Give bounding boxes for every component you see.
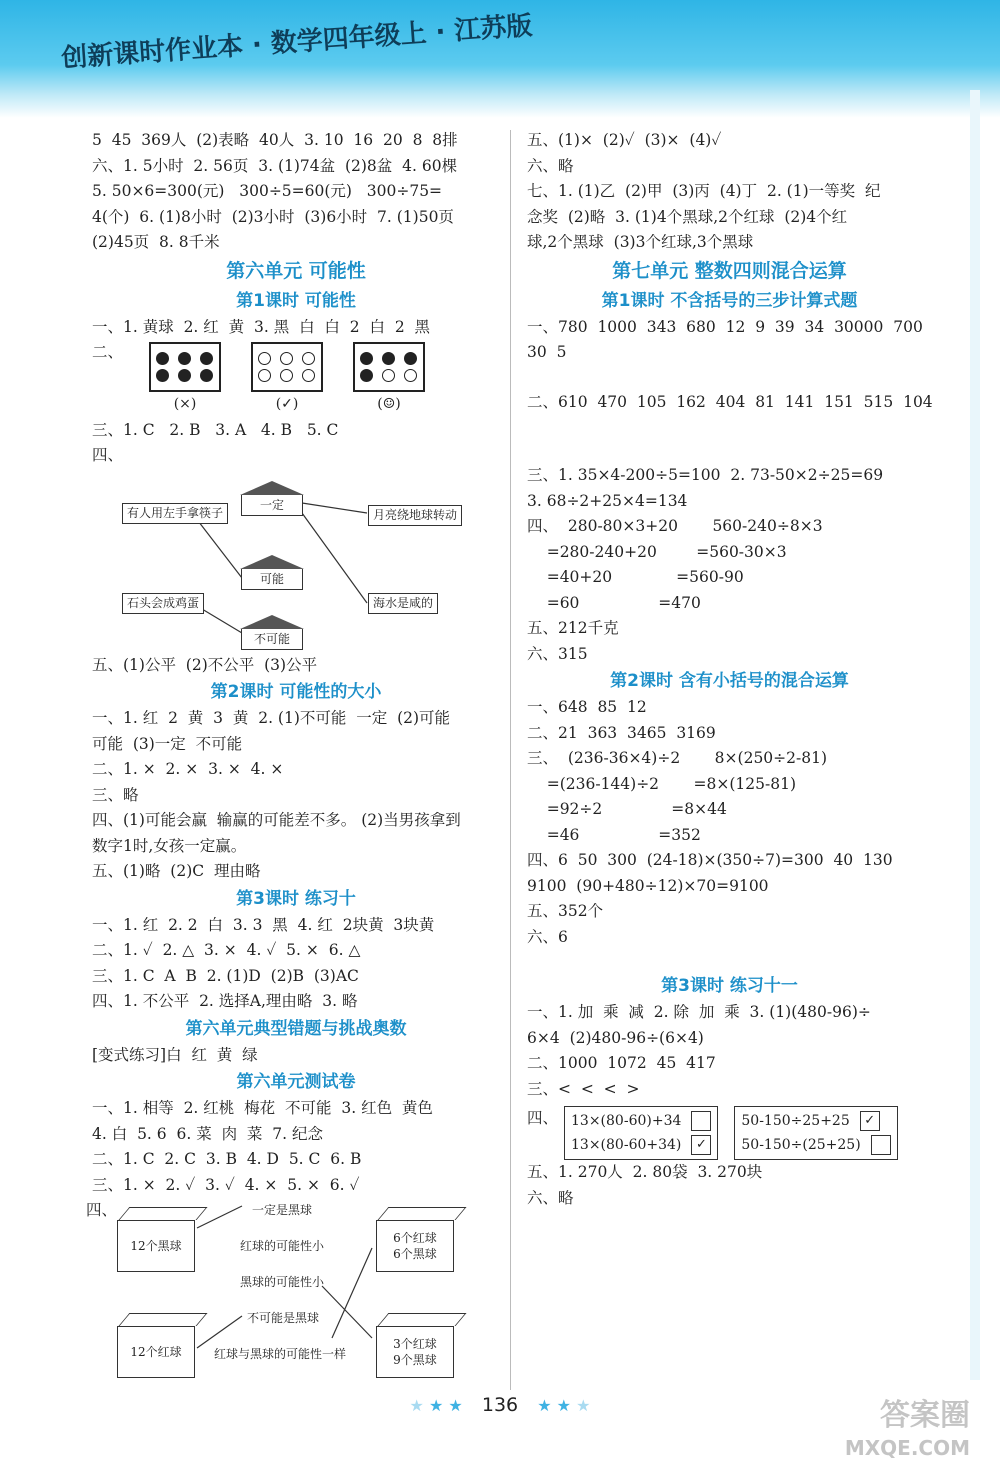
matching-figure	[92, 473, 500, 653]
card-mark: (✓)	[275, 396, 299, 412]
dot-card	[149, 342, 221, 418]
lesson-title: 第2课时 可能性的大小	[210, 682, 382, 702]
spacer	[527, 950, 932, 972]
page-number: 136	[481, 1394, 519, 1416]
comparison-box	[734, 1106, 897, 1160]
answer-line: [变式练习]白 红 黄 绿	[92, 1045, 258, 1064]
answer-line: 四、(1)可能会赢 输赢的可能差不多。 (2)当男孩拿到	[92, 811, 461, 829]
answer-line: 二、21 363 3465 3169	[527, 723, 716, 742]
answer-line: 六、略	[527, 156, 574, 175]
answer-line: 六、略	[527, 1188, 574, 1207]
star-icon: ★	[556, 1396, 571, 1415]
lesson-title: 第3课时 练习十	[236, 888, 356, 909]
event-label: 石头会成鸡蛋	[122, 593, 204, 614]
answer-line: 一、1. 红 2 黄 3 黄 2. (1)不可能 一定 (2)可能	[92, 709, 451, 727]
star-icon: ★	[576, 1396, 591, 1415]
answer-line: 五、212千克	[527, 619, 619, 637]
page-edge	[970, 90, 980, 1380]
answer-line: 二、1. ✓ 2. △ 3. × 4. ✓ 5. × 6. △	[92, 941, 361, 959]
possibility-phrase: 红球的可能性小	[240, 1239, 325, 1253]
answer-line: 五、(1)公平 (2)不公平 (3)公平	[92, 655, 318, 674]
answer-line: 二、1000 1072 45 417	[527, 1054, 716, 1072]
section-title: 第六单元测试卷	[236, 1072, 356, 1092]
answer-line: 4(个) 6. (1)8小时 (2)3小时 (3)6小时 7. (1)50页	[92, 207, 454, 226]
lesson-title: 第1课时 可能性	[236, 290, 356, 311]
dot-card	[251, 342, 323, 418]
answer-line: =46 =352	[527, 825, 701, 844]
section-title: 第六单元典型错题与挑战奥数	[185, 1018, 407, 1039]
answer-line: 念奖 (2)略 3. (1)4个黑球,2个红球 (2)4个红	[527, 207, 848, 226]
answer-line: =(236-144)÷2 =8×(125-81)	[527, 774, 797, 793]
answer-line: 二、610 470 105 162 404 81 141 151 515 104	[527, 392, 933, 411]
answer-line: 一、1. 红 2. 2 白 3. 3 黑 4. 红 2块黄 3块黄	[92, 915, 435, 934]
card-mark: (☺)	[377, 396, 401, 412]
answer-line: 三、1. × 2. ✓ 3. ✓ 4. × 5. × 6. ✓	[92, 1175, 360, 1194]
spacer	[527, 366, 932, 390]
check-box: ✓	[860, 1111, 880, 1131]
answer-line: 六、1. 5小时 2. 56页 3. (1)74盆 (2)8盆 4. 60棵	[92, 156, 458, 175]
ball-box-figure	[86, 1198, 500, 1378]
watermark-url: MXQE.COM	[844, 1436, 970, 1460]
answer-line: =60 =470	[527, 593, 701, 612]
possibility-phrase: 一定是黑球	[252, 1203, 313, 1217]
lesson-title: 第1课时 不含括号的三步计算式题	[601, 290, 858, 311]
answer-line: 三、1. 35×4-200÷5=100 2. 73-50×2÷25=69	[527, 466, 884, 484]
house-label: 不可能	[240, 615, 304, 650]
answer-line: 6×4 (2)480-96÷(6×4)	[527, 1028, 704, 1047]
check-box	[871, 1135, 891, 1155]
answer-line: 数字1时,女孩一定赢。	[92, 836, 247, 855]
dot-cards	[149, 342, 425, 418]
ball-box: 12个黑球	[117, 1220, 195, 1272]
answer-line: =92÷2 =8×44	[527, 800, 727, 818]
answer-line: 三、1. C A B 2. (1)D (2)B (3)AC	[92, 966, 359, 985]
answer-line: 三、1. C 2. B 3. A 4. B 5. C	[92, 420, 339, 439]
answer-line: 一、1. 相等 2. 红桃 梅花 不可能 3. 红色 黄色	[92, 1099, 433, 1117]
dot-card	[353, 342, 425, 418]
possibility-phrase: 不可能是黑球	[247, 1311, 320, 1325]
answer-line: 30 5	[527, 343, 567, 361]
dot-cards-row	[92, 340, 500, 418]
card-mark: (×)	[173, 396, 197, 412]
lesson-title: 第3课时 练习十一	[661, 976, 798, 996]
answer-line: 五、(1)略 (2)C 理由略	[92, 862, 261, 880]
answer-line: 三、略	[92, 785, 139, 804]
answer-line: 四、6 50 300 (24-18)×(350÷7)=300 40 130	[527, 851, 893, 869]
answer-line: 二、1. × 2. × 3. × 4. ×	[92, 760, 284, 778]
question-label: 四、	[92, 446, 124, 464]
answer-line: 六、315	[527, 644, 588, 663]
expression: 13×(80-60+34)	[571, 1137, 682, 1153]
answer-line: 5. 50×6=300(元) 300÷5=60(元) 300÷75=	[92, 182, 443, 200]
lesson-title: 第2课时 含有小括号的混合运算	[610, 671, 849, 691]
answer-line: 4. 白 5. 6 6. 菜 肉 菜 7. 纪念	[92, 1124, 323, 1143]
event-label: 月亮绕地球转动	[368, 505, 462, 526]
right-column	[527, 128, 932, 1211]
unit-title: 第七单元 整数四则混合运算	[612, 259, 847, 282]
answer-line: 9100 (90+480÷12)×70=9100	[527, 876, 769, 895]
answer-line: 球,2个黑球 (3)3个红球,3个黑球	[527, 233, 754, 251]
answer-line: 可能 (3)一定 不可能	[92, 734, 243, 753]
possibility-phrase: 黑球的可能性小	[240, 1275, 325, 1289]
answer-line: 三、 (236-36×4)÷2 8×(250÷2-81)	[527, 749, 828, 767]
answer-line: 五、352个	[527, 902, 604, 920]
answer-line: 四、 280-80×3+20 560-240÷8×3	[527, 517, 823, 535]
ball-box: 12个红球	[117, 1326, 195, 1378]
answer-line: (2)45页 8. 8千米	[92, 233, 220, 251]
answer-line: 二、1. C 2. C 3. B 4. D 5. C 6. B	[92, 1150, 362, 1168]
answer-line: 七、1. (1)乙 (2)甲 (3)丙 (4)丁 2. (1)一等奖 纪	[527, 182, 881, 200]
star-icon: ★	[428, 1396, 444, 1415]
comparison-box	[564, 1106, 718, 1160]
answer-line: 三、< < < >	[527, 1079, 640, 1098]
possibility-phrase: 红球与黑球的可能性一样	[214, 1347, 347, 1361]
question-label: 四、	[86, 1201, 118, 1219]
answer-line: 五、(1)× (2)✓ (3)× (4)✓	[527, 131, 722, 149]
comparison-row	[527, 1106, 932, 1160]
event-label: 有人用左手拿筷子	[122, 503, 228, 524]
answer-line: 四、1. 不公平 2. 选择A,理由略 3. 略	[92, 992, 358, 1010]
answer-line: 一、1. 加 乘 减 2. 除 加 乘 3. (1)(480-96)÷	[527, 1003, 871, 1021]
left-column	[86, 128, 500, 1378]
answer-line: 六、6	[527, 927, 568, 946]
check-box: ✓	[691, 1135, 711, 1155]
answer-line: =40+20 =560-90	[527, 568, 744, 586]
star-icon: ★	[448, 1396, 463, 1415]
answer-line: 一、780 1000 343 680 12 9 39 34 30000 700	[527, 317, 923, 336]
unit-title: 第六单元 可能性	[226, 259, 366, 282]
answer-line: 3. 68÷2+25×4=134	[527, 491, 688, 510]
check-box	[691, 1111, 711, 1131]
ball-box: 3个红球 9个黑球	[376, 1326, 454, 1378]
spacer	[527, 415, 932, 439]
house-label: 可能	[240, 555, 304, 590]
question-label: 四、	[527, 1109, 559, 1127]
watermark-logo: 答案圈	[880, 1398, 970, 1433]
question-label: 二、	[92, 343, 124, 361]
book-title: 创新课时作业本 · 数学四年级上 · 江苏版	[60, 11, 534, 74]
header-banner	[0, 0, 1000, 118]
house-label: 一定	[240, 481, 304, 516]
ball-box: 6个红球 6个黑球	[376, 1220, 454, 1272]
answer-line: 一、648 85 12	[527, 698, 647, 716]
spacer	[527, 439, 932, 463]
star-icon: ★	[537, 1396, 552, 1415]
expression: 13×(80-60)+34	[571, 1113, 682, 1129]
column-divider	[510, 130, 511, 1390]
event-label: 海水是咸的	[368, 593, 438, 614]
answer-line: =280-240+20 =560-30×3	[527, 542, 787, 561]
answer-line: 五、1. 270人 2. 80袋 3. 270块	[527, 1163, 763, 1181]
watermark	[845, 1400, 970, 1464]
answer-line: 一、1. 黄球 2. 红 黄 3. 黑 白 白 2 白 2 黑	[92, 317, 431, 336]
star-icon: ★	[409, 1396, 424, 1415]
expression: 50-150÷(25+25)	[741, 1137, 861, 1153]
expression: 50-150÷25+25	[741, 1113, 850, 1129]
answer-line: 5 45 369人 (2)表略 40人 3. 10 16 20 8 8排	[92, 131, 458, 149]
